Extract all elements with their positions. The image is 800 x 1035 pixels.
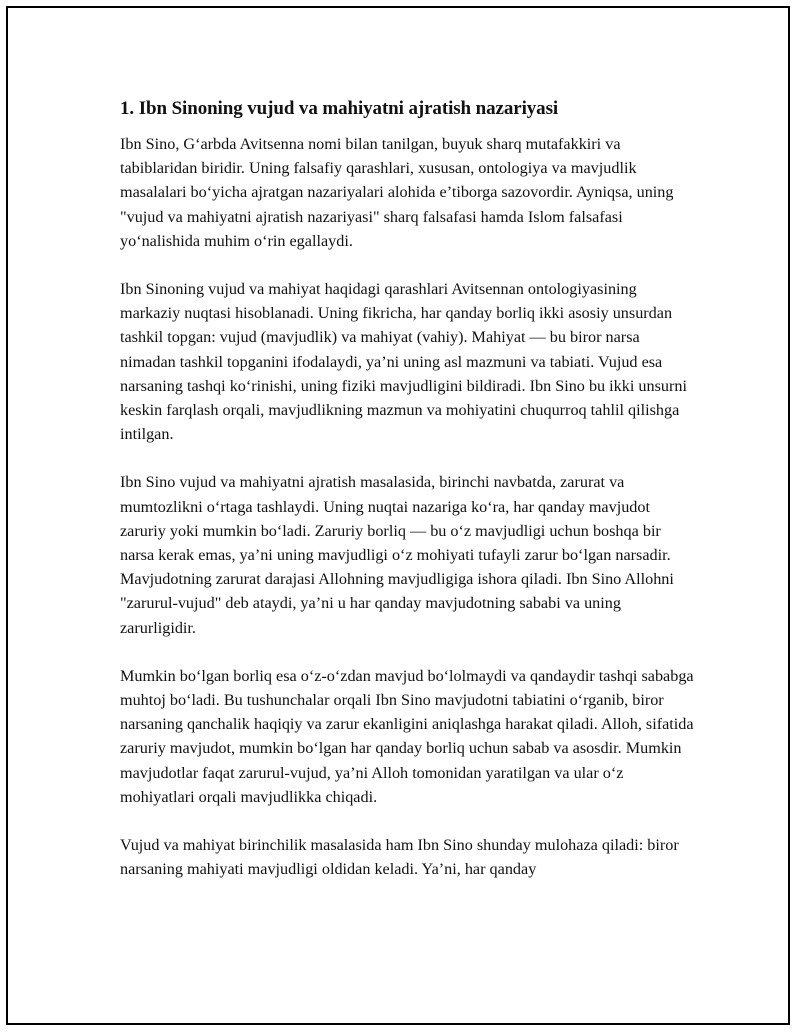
paragraph-3: Ibn Sino vujud va mahiyatni ajratish masalasida, birinchi navbatda, zarurat va mumtozlikni o‘rtaga tashlaydi. Uning nuqtai nazariga ko‘ra, har qanday mavjudot zaruriy yoki mumkin bo‘ladi. Zaruriy borliq — bu o‘z mavjudligi uchun boshqa bir narsa kerak emas, ya’ni uning mavjudligi o‘z mohiyati tufayli zarur bo‘lgan narsadir. Mavjudotning zarurat darajasi Allohning mavjudligiga ishora qiladi. Ibn Sino Allohni "zarurul-vujud" deb ataydi, ya’ni u har qanday mavjudotning sababi va uning zarurligidir.: [120, 473, 674, 637]
paragraph-4: Mumkin bo‘lgan borliq esa o‘z-o‘zdan mavjud bo‘lolmaydi va qandaydir tashqi sababga muhtoj bo‘ladi. Bu tushunchalar orqali Ibn Sino mavjudotni tabiatini o‘rganib, biror narsaning qanchalik haqiqiy va zarur ekanligini aniqlashga harakat qiladi. Alloh, sifatida zaruriy mavjudot, mumkin bo‘lgan har qanday borliq uchun sabab va asosdir. Mumkin mavjudotlar faqat zarurul-vujud, ya’ni Alloh tomonidan yaratilgan va ular o‘z mohiyatlari orqali mavjudlikka chiqadi.: [120, 666, 694, 806]
paragraph-1: Ibn Sino, G‘arbda Avitsenna nomi bilan tanilgan, buyuk sharq mutafakkiri va tabiblaridan biridir. Uning falsafiy qarashlari, xususan, ontologiya va mavjudlik masalalari bo‘yicha ajratgan nazariyalari alohida e’tiborga sazovordir. Ayniqsa, uning "vujud va mahiyatni ajratish nazariyasi" sharq falsafasi hamda Islom falsafasi yo‘nalishida muhim o‘rin egallaydi.: [120, 135, 674, 250]
paragraph-5: Vujud va mahiyat birinchilik masalasida ham Ibn Sino shunday mulohaza qiladi: biror narsaning mahiyati mavjudligi oldidan keladi. Ya’ni, har qanday: [120, 836, 679, 879]
section-heading: 1. Ibn Sinoning vujud va mahiyatni ajratish nazariyasi: [120, 98, 559, 119]
document-body: [120, 96, 696, 905]
document-page: [6, 6, 790, 1025]
paragraph-2: Ibn Sinoning vujud va mahiyat haqidagi qarashlari Avitsennan ontologiyasining markaziy nuqtasi hisoblanadi. Uning fikricha, har qanday borliq ikki asosiy unsurdan tashkil topgan: vujud (mavjudlik) va mahiyat (vahiy). Mahiyat — bu biror narsa nimadan tashkil topganini ifodalaydi, ya’ni uning asl mazmuni va tabiati. Vujud esa narsaning tashqi ko‘rinishi, uning fiziki mavjudligini bildiradi. Ibn Sino bu ikki unsurni keskin farqlash orqali, mavjudlikning mazmun va mohiyatini chuqurroq tahlil qilishga intilgan.: [120, 280, 687, 444]
